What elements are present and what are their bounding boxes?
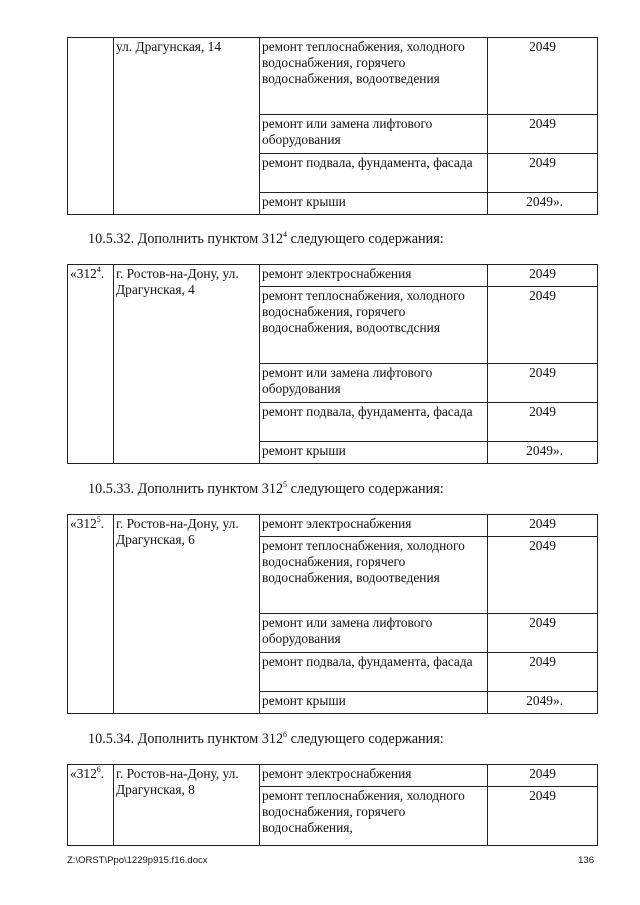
year-cell: 2049 [488, 765, 598, 787]
work-type-cell: ремонт электроснабжения [260, 265, 488, 287]
work-type-cell: ремонт крыши [260, 692, 488, 714]
work-type-cell: ремонт теплоснабжения, холодного водоснабжения, горячего водоснабжения, [260, 787, 488, 846]
item-number-cell: «$312^4$. [68, 265, 114, 464]
address-cell: г. Ростов-на-Дону, ул. Драгунская, 8 [114, 765, 260, 846]
section-heading: 10.5.33. Дополнить пунктом $312^5$ следующего содержания: [88, 480, 444, 497]
item-number-cell: «$312^5$. [68, 515, 114, 714]
item-table [67, 264, 598, 464]
page-number: 136 [578, 855, 594, 866]
work-type-cell: ремонт или замена лифтового оборудования [260, 364, 488, 403]
table-row [68, 515, 598, 537]
footer-file-path: Z:\ORST\Ppo\1229p915.f16.docx [67, 855, 208, 866]
work-type-cell: ремонт или замена лифтового оборудования [260, 614, 488, 653]
table-row [68, 765, 598, 787]
work-type-cell: ремонт теплоснабжения, холодного водоснабжения, горячего водоснабжения, водоотведения [260, 38, 488, 115]
continuation-table [67, 37, 598, 215]
address-cell: г. Ростов-на-Дону, ул. Драгунская, 4 [114, 265, 260, 464]
work-type-cell: ремонт теплоснабжения, холодного водоснабжения, горячего водоснабжения, водоотведения [260, 537, 488, 614]
year-cell: 2049 [488, 653, 598, 692]
table-row [68, 265, 598, 287]
item-table [67, 514, 598, 714]
year-cell: 2049 [488, 265, 598, 287]
year-cell: 2049 [488, 287, 598, 364]
item-number-cell [68, 38, 114, 215]
year-cell: 2049». [488, 193, 598, 215]
year-cell: 2049 [488, 537, 598, 614]
work-type-cell: ремонт подвала, фундамента, фасада [260, 154, 488, 193]
year-cell: 2049 [488, 787, 598, 846]
work-type-cell: ремонт подвала, фундамента, фасада [260, 403, 488, 442]
section-heading: 10.5.34. Дополнить пунктом $312^6$ следующего содержания: [88, 730, 444, 747]
year-cell: 2049 [488, 115, 598, 154]
work-type-cell: ремонт крыши [260, 193, 488, 215]
item-table [67, 764, 598, 846]
address-cell: г. Ростов-на-Дону, ул. Драгунская, 6 [114, 515, 260, 714]
year-cell: 2049 [488, 614, 598, 653]
work-type-cell: ремонт теплоснабжения, холодного водоснабжения, горячего водоснабжения, водоотвсдсния [260, 287, 488, 364]
year-cell: 2049 [488, 515, 598, 537]
year-cell: 2049 [488, 403, 598, 442]
work-type-cell: ремонт подвала, фундамента, фасада [260, 653, 488, 692]
work-type-cell: ремонт электроснабжения [260, 765, 488, 787]
section-heading: 10.5.32. Дополнить пунктом $312^4$ следующего содержания: [88, 230, 444, 247]
work-type-cell: ремонт или замена лифтового оборудования [260, 115, 488, 154]
item-number-cell: «$312^6$. [68, 765, 114, 846]
work-type-cell: ремонт крыши [260, 442, 488, 464]
year-cell: 2049 [488, 38, 598, 115]
year-cell: 2049 [488, 154, 598, 193]
year-cell: 2049». [488, 442, 598, 464]
work-type-cell: ремонт электроснабжения [260, 515, 488, 537]
year-cell: 2049». [488, 692, 598, 714]
year-cell: 2049 [488, 364, 598, 403]
address-cell: ул. Драгунская, 14 [114, 38, 260, 215]
table-row [68, 38, 598, 115]
